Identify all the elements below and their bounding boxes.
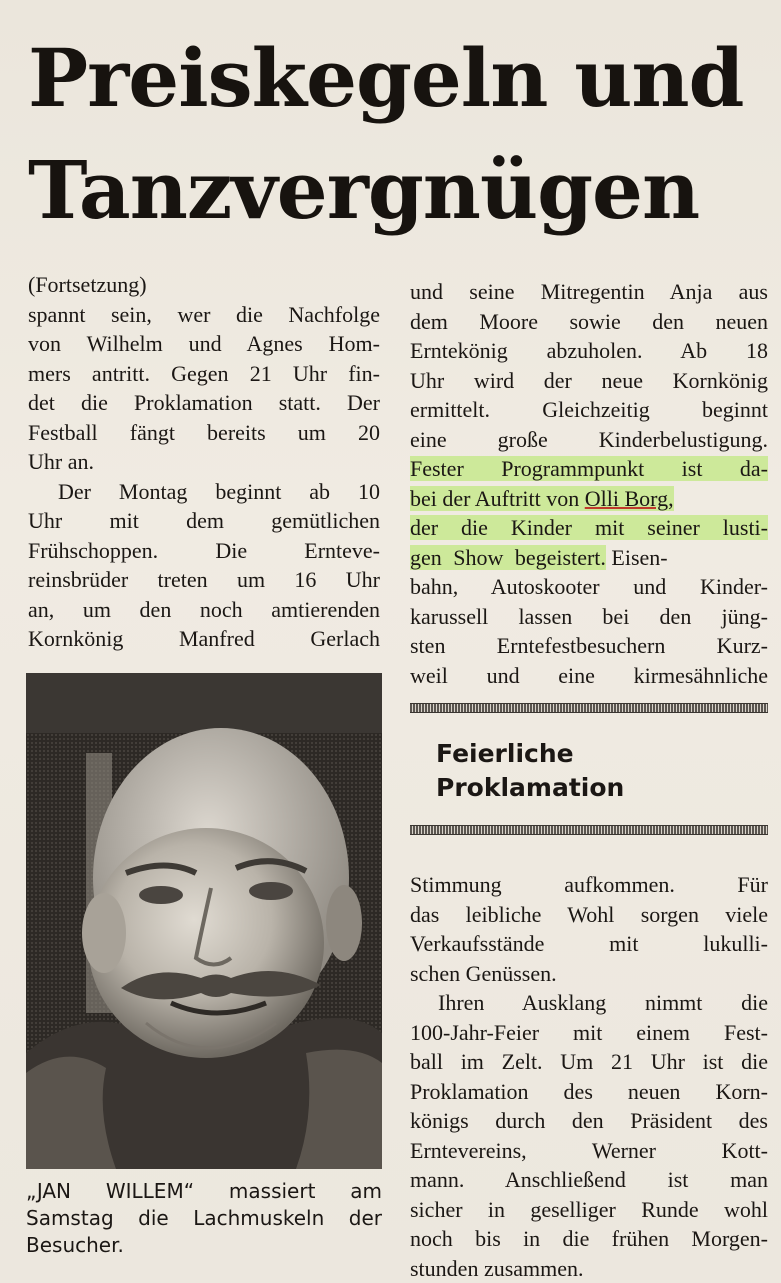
text-line: Uhr mit dem gemütlichen (28, 506, 380, 536)
text-line: stunden zusammen. (410, 1254, 768, 1283)
text-line: Proklamation des neuen Korn- (410, 1077, 768, 1107)
highlighted-line (410, 513, 768, 543)
text-line: karussell lassen bei den jüng- (410, 602, 768, 632)
continuation-note: (Fortsetzung) (28, 270, 380, 300)
text-line: bahn, Autoskooter und Kinder- (410, 572, 768, 602)
text-line (410, 543, 768, 573)
text-line: ball im Zelt. Um 21 Uhr ist die (410, 1047, 768, 1077)
subheading-line-1: Feierliche (436, 737, 756, 771)
text-line: Verkaufsstände mit lukulli- (410, 929, 768, 959)
headline-line-1: Preiskegeln und (28, 22, 768, 134)
text-line: sicher in geselliger Runde wohl (410, 1195, 768, 1225)
highlighted-line (410, 484, 768, 514)
text-line: Ihren Ausklang nimmt die (410, 988, 768, 1018)
text-line: eine große Kinderbelustigung. (410, 425, 768, 455)
divider-rule-bottom (410, 825, 768, 835)
text-line: Kornkönig Manfred Gerlach (28, 624, 380, 654)
caption-line: Besucher. (26, 1232, 382, 1259)
photo-caption (26, 1178, 382, 1259)
text-line: schen Genüssen. (410, 959, 768, 989)
text-line: 100-Jahr-Feier mit einem Fest- (410, 1018, 768, 1048)
text-line: Stimmung aufkommen. Für (410, 870, 768, 900)
caption-line: Samstag die Lachmuskeln der (26, 1205, 382, 1232)
highlighted-text: Fester Programmpunkt ist da- (410, 456, 768, 481)
text-line: Erntekönig abzuholen. Ab 18 (410, 336, 768, 366)
highlighted-line (410, 454, 768, 484)
text-line: Der Montag beginnt ab 10 (28, 477, 380, 507)
text-line: det die Proklamation statt. Der (28, 388, 380, 418)
text-line: von Wilhelm und Agnes Hom- (28, 329, 380, 359)
text-line: königs durch den Präsident des (410, 1106, 768, 1136)
text-line: sten Erntefestbesuchern Kurz- (410, 631, 768, 661)
highlighted-text: bei der Auftritt von (410, 486, 585, 511)
text-line: weil und eine kirmesähnliche (410, 661, 768, 691)
text-line: und seine Mitregentin Anja aus (410, 277, 768, 307)
left-column (28, 270, 380, 654)
text-line: reinsbrüder treten um 16 Uhr (28, 565, 380, 595)
section-subheading (436, 737, 756, 805)
divider-rule-top (410, 703, 768, 713)
right-column-top (410, 277, 768, 690)
text-line: mers antritt. Gegen 21 Uhr fin- (28, 359, 380, 389)
right-column-bottom (410, 870, 768, 1283)
text-line: Erntevereins, Werner Kott- (410, 1136, 768, 1166)
highlighted-text: gen Show begeistert. (410, 545, 606, 570)
text-line: dem Moore sowie den neuen (410, 307, 768, 337)
portrait-illustration (26, 673, 382, 1169)
highlighted-text: der die Kinder mit seiner lusti- (410, 515, 768, 540)
highlighted-text: , (668, 486, 674, 511)
text-line: mann. Anschließend ist man (410, 1165, 768, 1195)
text-line: Frühschoppen. Die Ernteve- (28, 536, 380, 566)
text-line: Uhr an. (28, 447, 380, 477)
headline-line-2: Tanzvergnügen (28, 134, 768, 246)
article-headline (28, 22, 768, 246)
text-line: Uhr wird der neue Kornkönig (410, 366, 768, 396)
text-line: an, um den noch amtierenden (28, 595, 380, 625)
subheading-line-2: Proklamation (436, 771, 756, 805)
text-line: das leibliche Wohl sorgen viele (410, 900, 768, 930)
text-line: ermittelt. Gleichzeitig beginnt (410, 395, 768, 425)
text-line: Festball fängt bereits um 20 (28, 418, 380, 448)
text-fragment: Eisen- (606, 545, 668, 570)
caption-line: „JAN WILLEM“ massiert am (26, 1178, 382, 1205)
text-line: noch bis in die frühen Morgen- (410, 1224, 768, 1254)
portrait-photo (26, 673, 382, 1169)
underlined-name: Olli Borg (585, 486, 668, 511)
text-line: spannt sein, wer die Nachfolge (28, 300, 380, 330)
